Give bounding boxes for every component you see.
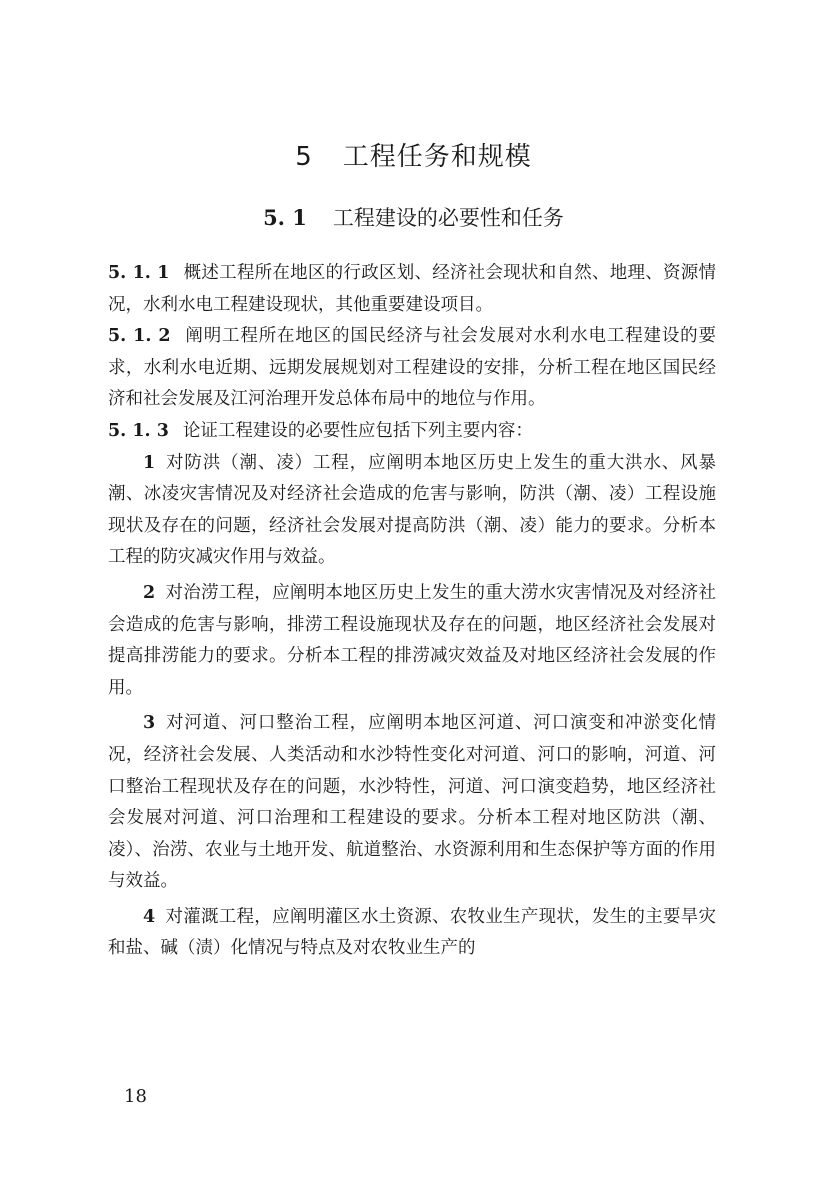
clause-text: 论证工程建设的必要性应包括下列主要内容： [182,420,533,441]
item-number: 1 [143,452,156,473]
body-text [108,258,716,965]
item-number: 2 [143,582,156,603]
clause-number: 5. 1. 3 [108,420,169,441]
item-number: 4 [143,906,156,927]
clause-text: 概述工程所在地区的行政区划、经济社会现状和自然、地理、资源情况，水利水电工程建设现状，其他重要建设项目。 [108,263,716,315]
item-number: 3 [143,713,156,734]
item-text: 对防洪（潮、凌）工程，应阐明本地区历史上发生的重大洪水、风暴潮、冰凌灾害情况及对经济社会造成的危害与影响，防洪（潮、凌）工程设施现状及存在的问题，经济社会发展对提高防洪（潮、凌）能力的要求。分析本工程的防灾减灾作用与效益。 [108,452,716,568]
chapter-title-text: 工程任务和规模 [342,142,532,172]
section-number: 5. 1 [263,205,307,230]
clause-paragraph [108,258,716,321]
item-text: 对灌溉工程，应阐明灌区水土资源、农牧业生产现状，发生的主要旱灾和盐、碱（渍）化情况与特点及对农牧业生产的 [108,906,716,959]
clause-paragraph [108,321,716,416]
chapter-title [0,136,827,173]
list-item [108,578,716,704]
list-item [108,902,716,965]
item-text: 对河道、河口整治工程，应阐明本地区河道、河口演变和冲淤变化情况，经济社会发展、人类活动和水沙特性变化对河道、河口的影响，河道、河口整治工程现状及存在的问题，水沙特性，河道、河口演变趋势，地区经济社会发展对河道、河口治理和工程建设的要求。分析本工程对地区防洪（潮、凌）、治涝、农业与土地开发、航道整治、水资源利用和生态保护等方面的作用与效益。 [108,713,716,892]
clause-number: 5. 1. 1 [108,263,170,283]
list-item [108,448,716,574]
clause-paragraph [108,416,716,448]
chapter-number: 5 [295,142,313,172]
list-item [108,708,716,898]
clause-text: 阐明工程所在地区的国民经济与社会发展对水利水电工程建设的要求，水利水电近期、远期发展规划对工程建设的安排，分析工程在地区国民经济和社会发展及江河治理开发总体布局中的地位与作用。 [108,326,717,410]
section-title-text: 工程建设的必要性和任务 [332,206,564,230]
item-text: 对治涝工程，应阐明本地区历史上发生的重大涝水灾害情况及对经济社会造成的危害与影响，排涝工程设施现状及存在的问题，地区经济社会发展对提高排涝能力的要求。分析本工程的排涝减灾效益及对地区经济社会发展的作用。 [108,582,716,698]
section-title [0,202,827,232]
page-number: 18 [124,1086,147,1107]
clause-number: 5. 1. 2 [108,326,171,347]
